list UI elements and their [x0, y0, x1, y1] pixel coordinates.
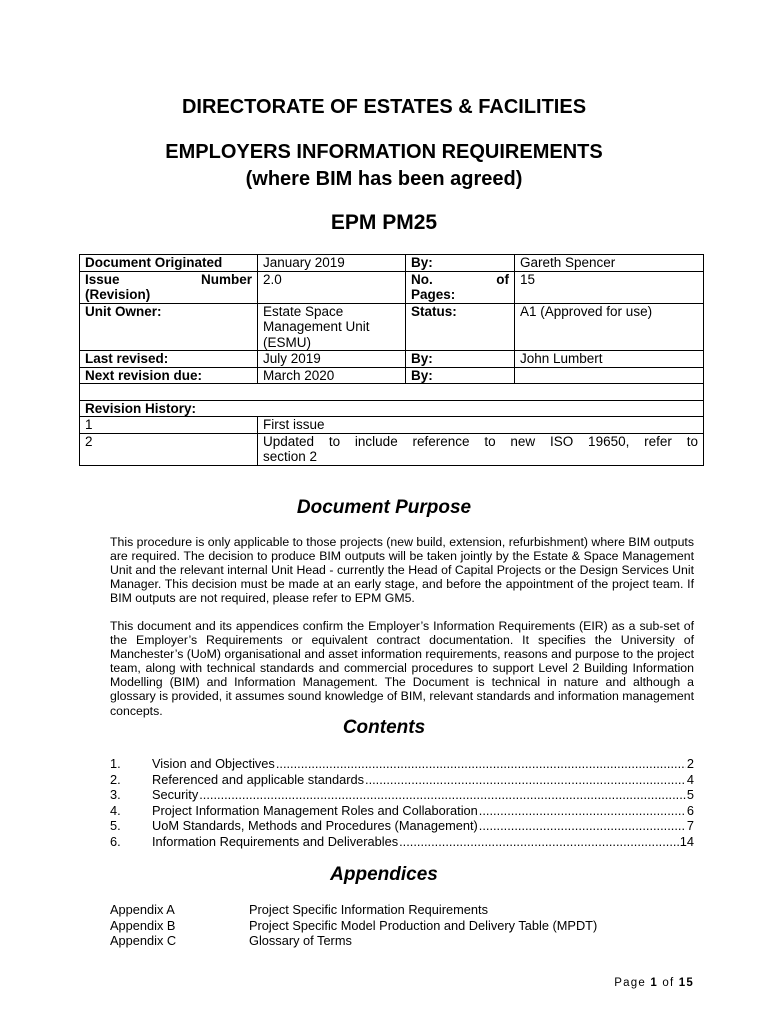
toc-title: Information Requirements and Deliverables: [152, 833, 399, 849]
toc-title: UoM Standards, Methods and Procedures (Management): [152, 818, 478, 833]
toc-title: Security: [152, 787, 199, 802]
purpose-paragraph-2: This document and its appendices confirm the Employer’s Information Requirements (EIR) as a sub-set of the Employer’s Requirements or equivalent contract documentation. It specifies the University of Manchester’s (UoM) organisational and asset information requirements, reasons and purpose to the project team, along with technical standards and commercial procedures to support Level 2 Building Information Modelling (BIM) and Information Management. The Document is technical in nature and although a glossary is provided, it assumes sound knowledge of BIM, relevant standards and information management concepts.: [110, 619, 694, 718]
table-row: [80, 367, 704, 384]
toc-leader: [276, 756, 686, 771]
appendix-entry: [110, 902, 597, 918]
appendix-id: Appendix B: [110, 917, 176, 933]
table-row: [80, 351, 704, 368]
appendix-title: Glossary of Terms: [249, 933, 352, 948]
appendix-entry: [110, 933, 597, 949]
toc-page: 6: [686, 802, 694, 818]
revision-description: First issue: [258, 417, 704, 434]
toc-title: Vision and Objectives: [152, 756, 275, 771]
issue-label: Issue Number (Revision): [80, 271, 258, 303]
last-revised-by-label: By:: [406, 351, 515, 368]
next-revision-by-label: By:: [406, 367, 515, 384]
appendix-title: Project Specific Model Production and Delivery Table (MPDT): [249, 917, 598, 933]
next-revision-value: March 2020: [258, 367, 406, 384]
status-label: Status:: [406, 303, 515, 351]
toc-number: 5.: [110, 818, 121, 833]
table-of-contents: [110, 756, 694, 849]
total-page-count: 15: [678, 977, 694, 989]
purpose-heading: Document Purpose: [296, 497, 472, 518]
status-value: A1 (Approved for use): [515, 303, 704, 351]
appendix-id: Appendix C: [110, 933, 177, 948]
toc-leader: [479, 803, 686, 818]
toc-title: Project Information Management Roles and Collaboration: [152, 802, 478, 818]
revision-number: 2: [80, 433, 258, 465]
toc-title: Referenced and applicable standards: [152, 771, 365, 787]
table-row: [80, 271, 704, 303]
table-row: [80, 303, 704, 351]
toc-number: 1.: [110, 756, 121, 771]
pages-label: No. of Pages:: [406, 271, 515, 303]
table-row: [80, 400, 704, 417]
next-revision-by-value: [515, 367, 704, 384]
table-row: [80, 433, 704, 465]
toc-entry[interactable]: [110, 803, 694, 819]
toc-entry[interactable]: [110, 787, 694, 803]
toc-page: 7: [686, 818, 694, 833]
toc-entry[interactable]: [110, 756, 694, 772]
toc-number: 2.: [110, 771, 121, 787]
revision-number: 1: [80, 417, 258, 434]
last-revised-value: July 2019: [258, 351, 406, 368]
appendices-heading: Appendices: [330, 864, 438, 885]
pages-value: 15: [515, 271, 704, 303]
toc-number: 6.: [110, 833, 121, 849]
last-revised-by-value: John Lumbert: [515, 351, 704, 368]
by-value: Gareth Spencer: [515, 255, 704, 272]
by-label: By:: [406, 255, 515, 272]
page-word: Page: [614, 977, 646, 989]
last-revised-label: Last revised:: [80, 351, 258, 368]
revision-history-label: Revision History:: [80, 400, 704, 417]
toc-leader: [479, 818, 686, 833]
doc-originated-value: January 2019: [258, 255, 406, 272]
document-subtitle: (where BIM has been agreed): [245, 168, 523, 190]
blank-row: [80, 384, 704, 401]
unit-owner-value: Estate Space Management Unit (ESMU): [258, 303, 406, 351]
document-title: EMPLOYERS INFORMATION REQUIREMENTS: [165, 141, 603, 163]
directorate-heading: DIRECTORATE OF ESTATES & FACILITIES: [181, 96, 587, 118]
of-word: of: [662, 977, 675, 989]
table-row: [80, 384, 704, 401]
toc-entry[interactable]: [110, 772, 694, 788]
doc-originated-label: Document Originated: [80, 255, 258, 272]
next-revision-label: Next revision due:: [80, 367, 258, 384]
appendix-id: Appendix A: [110, 902, 175, 917]
table-row: [80, 417, 704, 434]
contents-heading: Contents: [342, 717, 426, 738]
toc-page: 14: [679, 833, 694, 849]
toc-page: 2: [686, 756, 694, 771]
document-control-table: [79, 254, 704, 466]
toc-page: 5: [686, 787, 694, 802]
table-row: [80, 255, 704, 272]
toc-entry[interactable]: [110, 818, 694, 834]
toc-leader: [199, 787, 686, 802]
revision-description: Updated to include reference to new ISO 19650, refer to section 2: [258, 433, 704, 465]
toc-page: 4: [686, 771, 694, 787]
document-code: EPM PM25: [330, 211, 438, 234]
issue-value: 2.0: [258, 271, 406, 303]
toc-entry[interactable]: [110, 834, 694, 850]
purpose-paragraph-1: This procedure is only applicable to those projects (new build, extension, refurbishment) where BIM outputs are required. The decision to produce BIM outputs will be taken jointly by the Estate & Space Management Unit and the relevant internal Unit Head - currently the Head of Capital Projects or the Design Services Unit Manager. This decision must be made at an early stage, and before the appointment of the project team. If BIM outputs are not required, please refer to EPM GM5.: [110, 535, 694, 606]
appendix-title: Project Specific Information Requirements: [249, 902, 488, 917]
current-page-number: 1: [650, 977, 658, 989]
page-footer: [560, 977, 694, 989]
unit-owner-label: Unit Owner:: [80, 303, 258, 351]
toc-leader: [399, 834, 679, 849]
appendix-entry: [110, 918, 597, 934]
toc-number: 4.: [110, 802, 121, 818]
toc-leader: [365, 772, 686, 787]
toc-number: 3.: [110, 787, 121, 802]
appendices-list: [110, 902, 597, 949]
